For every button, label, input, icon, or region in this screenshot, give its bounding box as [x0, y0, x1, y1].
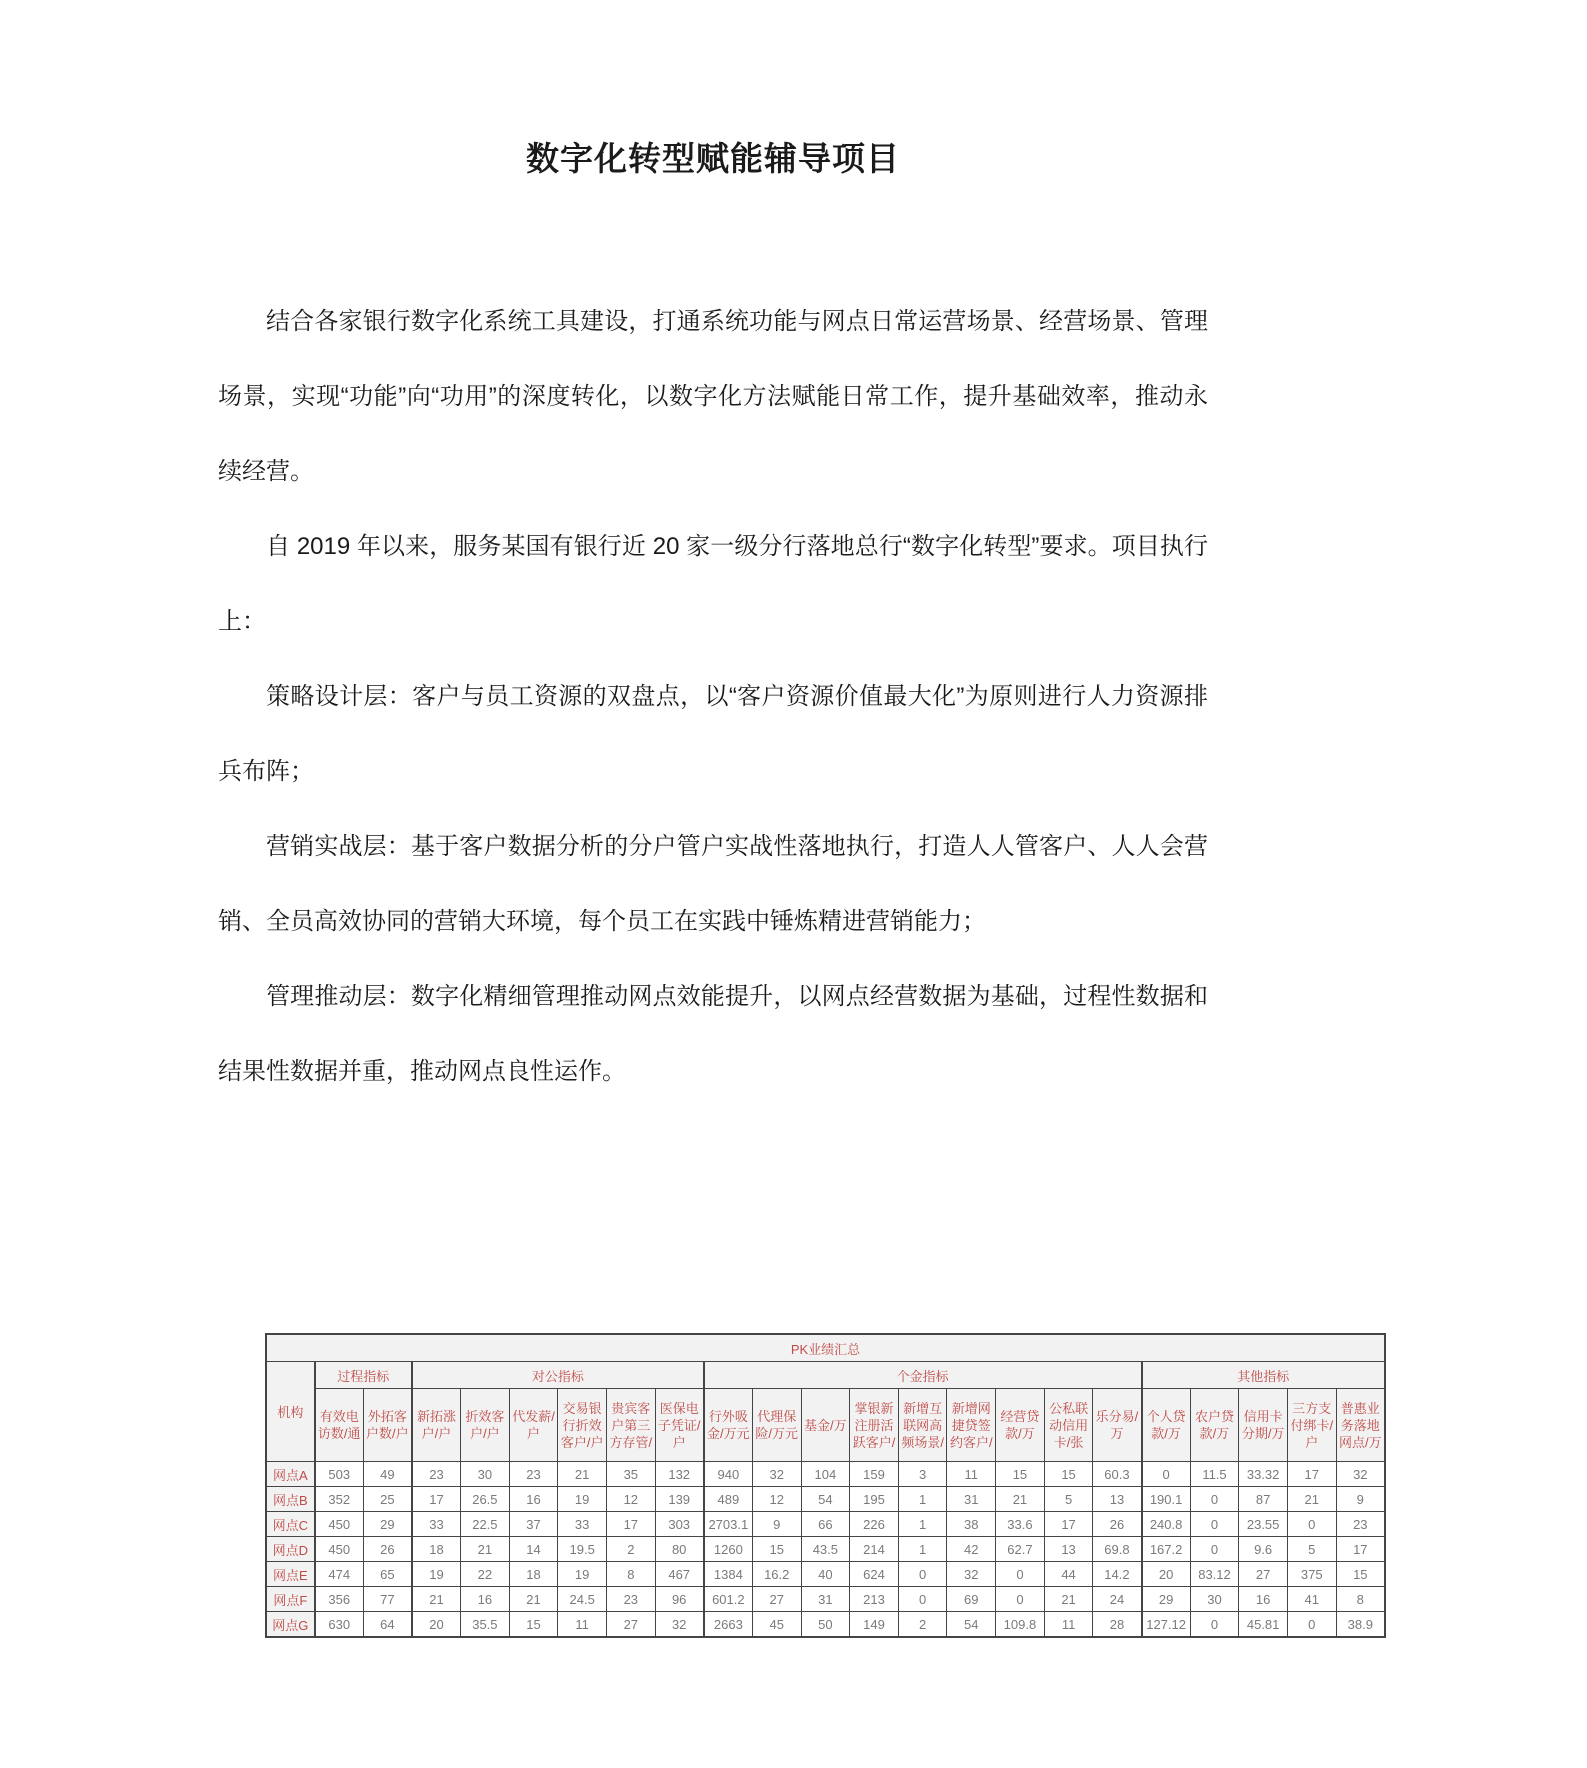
- column-header: 新拓涨户/户: [412, 1389, 461, 1462]
- table-cell: 109.8: [996, 1612, 1045, 1638]
- table-cell: 17: [412, 1487, 461, 1512]
- table-cell: 18: [509, 1562, 558, 1587]
- column-header: 普惠业务落地网点/万: [1336, 1389, 1385, 1462]
- table-cell: 2: [898, 1612, 947, 1638]
- table-cell: 27: [606, 1612, 655, 1638]
- table-cell: 32: [1336, 1462, 1385, 1487]
- table-cell: 32: [947, 1562, 996, 1587]
- table-cell: 60.3: [1093, 1462, 1142, 1487]
- table-cell: 26.5: [461, 1487, 510, 1512]
- table-cell: 240.8: [1142, 1512, 1191, 1537]
- table-cell: 9: [1336, 1487, 1385, 1512]
- column-header: 乐分易/万: [1093, 1389, 1142, 1462]
- table-cell: 127.12: [1142, 1612, 1191, 1638]
- column-header: 掌银新注册活跃客户/: [850, 1389, 899, 1462]
- table-cell: 62.7: [996, 1537, 1045, 1562]
- table-cell: 54: [947, 1612, 996, 1638]
- table-cell: 23: [1336, 1512, 1385, 1537]
- table-cell: 31: [947, 1487, 996, 1512]
- table-cell: 80: [655, 1537, 704, 1562]
- table-row: [266, 1537, 1385, 1562]
- column-header: 信用卡分期/万: [1239, 1389, 1288, 1462]
- table-cell: 32: [655, 1612, 704, 1638]
- table-cell: 17: [1044, 1512, 1093, 1537]
- table-cell: 50: [801, 1612, 850, 1638]
- table-cell: 17: [1336, 1537, 1385, 1562]
- table-cell: 0: [1287, 1512, 1336, 1537]
- table-cell: 33.6: [996, 1512, 1045, 1537]
- paragraph-overview: 结合各家银行数字化系统工具建设，打通系统功能与网点日常运营场景、经营场景、管理场景，实现“功能”向“功用”的深度转化，以数字化方法赋能日常工作，提升基础效率，推动永续经营。: [218, 308, 1208, 485]
- table-cell: 139: [655, 1487, 704, 1512]
- table-cell: 37: [509, 1512, 558, 1537]
- row-label: 网点A: [266, 1462, 315, 1487]
- table-row: [266, 1587, 1385, 1612]
- column-header: 外拓客户数/户: [363, 1389, 412, 1462]
- table-row: [266, 1512, 1385, 1537]
- org-column-header: 机构: [266, 1362, 315, 1462]
- column-header: 经营贷款/万: [996, 1389, 1045, 1462]
- table-cell: 195: [850, 1487, 899, 1512]
- column-header: 代发薪/户: [509, 1389, 558, 1462]
- column-group-header: 对公指标: [412, 1362, 704, 1389]
- table-cell: 21: [996, 1487, 1045, 1512]
- table-cell: 27: [752, 1587, 801, 1612]
- column-header: 公私联动信用卡/张: [1044, 1389, 1093, 1462]
- table-cell: 190.1: [1142, 1487, 1191, 1512]
- table-cell: 0: [1190, 1512, 1239, 1537]
- row-label: 网点F: [266, 1587, 315, 1612]
- table-cell: 30: [1190, 1587, 1239, 1612]
- table-cell: 1: [898, 1537, 947, 1562]
- table-cell: 15: [996, 1462, 1045, 1487]
- table-cell: 503: [315, 1462, 364, 1487]
- table-cell: 11: [1044, 1612, 1093, 1638]
- table-cell: 104: [801, 1462, 850, 1487]
- table-cell: 489: [704, 1487, 753, 1512]
- table-cell: 20: [1142, 1562, 1191, 1587]
- table-cell: 15: [752, 1537, 801, 1562]
- column-header: 折效客户/户: [461, 1389, 510, 1462]
- column-header: 农户贷款/万: [1190, 1389, 1239, 1462]
- table-cell: 11.5: [1190, 1462, 1239, 1487]
- column-header: 新增网捷贷签约客户/: [947, 1389, 996, 1462]
- table-cell: 22.5: [461, 1512, 510, 1537]
- table-cell: 474: [315, 1562, 364, 1587]
- table-cell: 14: [509, 1537, 558, 1562]
- table-cell: 65: [363, 1562, 412, 1587]
- table-cell: 0: [996, 1562, 1045, 1587]
- table-cell: 66: [801, 1512, 850, 1537]
- table-cell: 32: [752, 1462, 801, 1487]
- table-cell: 0: [996, 1587, 1045, 1612]
- table-cell: 35: [606, 1462, 655, 1487]
- table-cell: 43.5: [801, 1537, 850, 1562]
- table-cell: 45.81: [1239, 1612, 1288, 1638]
- table-cell: 624: [850, 1562, 899, 1587]
- table-title-row: [266, 1334, 1385, 1362]
- table-cell: 3: [898, 1462, 947, 1487]
- table-cell: 54: [801, 1487, 850, 1512]
- table-cell: 11: [558, 1612, 607, 1638]
- table-cell: 33: [412, 1512, 461, 1537]
- column-header: 代理保险/万元: [752, 1389, 801, 1462]
- table-cell: 26: [1093, 1512, 1142, 1537]
- table-cell: 23: [412, 1462, 461, 1487]
- table-cell: 467: [655, 1562, 704, 1587]
- table-cell: 20: [412, 1612, 461, 1638]
- pk-table-container: [265, 1333, 1386, 1638]
- table-cell: 375: [1287, 1562, 1336, 1587]
- table-cell: 19: [558, 1487, 607, 1512]
- table-row: [266, 1612, 1385, 1638]
- table-cell: 13: [1093, 1487, 1142, 1512]
- table-cell: 167.2: [1142, 1537, 1191, 1562]
- table-cell: 87: [1239, 1487, 1288, 1512]
- table-cell: 31: [801, 1587, 850, 1612]
- paragraph-marketing-layer: 营销实战层：基于客户数据分析的分户管户实战性落地执行，打造人人管客户、人人会营销、全员高效协同的营销大环境，每个员工在实践中锤炼精进营销能力；: [218, 833, 1208, 935]
- table-cell: 2663: [704, 1612, 753, 1638]
- table-cell: 149: [850, 1612, 899, 1638]
- table-cell: 1384: [704, 1562, 753, 1587]
- table-cell: 132: [655, 1462, 704, 1487]
- table-cell: 159: [850, 1462, 899, 1487]
- table-cell: 21: [509, 1587, 558, 1612]
- column-header: 有效电访数/通: [315, 1389, 364, 1462]
- column-header: 医保电子凭证/户: [655, 1389, 704, 1462]
- group-header-row: [266, 1362, 1385, 1389]
- table-cell: 12: [752, 1487, 801, 1512]
- paragraph-management-layer: 管理推动层：数字化精细管理推动网点效能提升，以网点经营数据为基础，过程性数据和结果性数据并重，推动网点良性运作。: [218, 983, 1208, 1085]
- table-row: [266, 1487, 1385, 1512]
- table-cell: 83.12: [1190, 1562, 1239, 1587]
- table-cell: 21: [558, 1462, 607, 1487]
- column-header-row: [266, 1389, 1385, 1462]
- table-cell: 352: [315, 1487, 364, 1512]
- table-cell: 21: [412, 1587, 461, 1612]
- column-header: 行外吸金/万元: [704, 1389, 753, 1462]
- table-cell: 1260: [704, 1537, 753, 1562]
- table-cell: 77: [363, 1587, 412, 1612]
- table-cell: 21: [461, 1537, 510, 1562]
- table-row: [266, 1462, 1385, 1487]
- table-cell: 15: [1044, 1462, 1093, 1487]
- table-cell: 25: [363, 1487, 412, 1512]
- row-label: 网点E: [266, 1562, 315, 1587]
- table-cell: 38.9: [1336, 1612, 1385, 1638]
- row-label: 网点D: [266, 1537, 315, 1562]
- table-cell: 21: [1044, 1587, 1093, 1612]
- table-cell: 45: [752, 1612, 801, 1638]
- table-cell: 226: [850, 1512, 899, 1537]
- paragraph-strategy-layer: 策略设计层：客户与员工资源的双盘点，以“客户资源价值最大化”为原则进行人力资源排兵布阵；: [218, 683, 1208, 785]
- table-cell: 23: [606, 1587, 655, 1612]
- row-label: 网点G: [266, 1612, 315, 1638]
- table-cell: 69.8: [1093, 1537, 1142, 1562]
- table-cell: 27: [1239, 1562, 1288, 1587]
- column-group-header: 过程指标: [315, 1362, 412, 1389]
- table-cell: 0: [1287, 1612, 1336, 1638]
- table-cell: 64: [363, 1612, 412, 1638]
- table-cell: 17: [606, 1512, 655, 1537]
- table-cell: 630: [315, 1612, 364, 1638]
- table-cell: 42: [947, 1537, 996, 1562]
- table-cell: 21: [1287, 1487, 1336, 1512]
- table-cell: 30: [461, 1462, 510, 1487]
- table-cell: 601.2: [704, 1587, 753, 1612]
- table-cell: 450: [315, 1512, 364, 1537]
- row-label: 网点C: [266, 1512, 315, 1537]
- column-header: 交易银行折效客户/户: [558, 1389, 607, 1462]
- table-cell: 2703.1: [704, 1512, 753, 1537]
- table-cell: 303: [655, 1512, 704, 1537]
- table-cell: 29: [363, 1512, 412, 1537]
- table-cell: 38: [947, 1512, 996, 1537]
- table-cell: 15: [1336, 1562, 1385, 1587]
- table-cell: 69: [947, 1587, 996, 1612]
- table-cell: 16: [509, 1487, 558, 1512]
- table-cell: 9.6: [1239, 1537, 1288, 1562]
- table-cell: 16: [1239, 1587, 1288, 1612]
- table-cell: 5: [1044, 1487, 1093, 1512]
- table-cell: 214: [850, 1537, 899, 1562]
- column-group-header: 其他指标: [1142, 1362, 1385, 1389]
- table-cell: 19: [558, 1562, 607, 1587]
- table-cell: 28: [1093, 1612, 1142, 1638]
- table-cell: 18: [412, 1537, 461, 1562]
- table-cell: 0: [1190, 1537, 1239, 1562]
- table-cell: 96: [655, 1587, 704, 1612]
- table-cell: 33.32: [1239, 1462, 1288, 1487]
- table-cell: 356: [315, 1587, 364, 1612]
- table-cell: 22: [461, 1562, 510, 1587]
- table-cell: 8: [606, 1562, 655, 1587]
- table-cell: 9: [752, 1512, 801, 1537]
- row-label: 网点B: [266, 1487, 315, 1512]
- table-cell: 49: [363, 1462, 412, 1487]
- table-cell: 29: [1142, 1587, 1191, 1612]
- table-cell: 5: [1287, 1537, 1336, 1562]
- table-cell: 940: [704, 1462, 753, 1487]
- table-title: PK业绩汇总: [266, 1334, 1385, 1362]
- table-cell: 19: [412, 1562, 461, 1587]
- table-cell: 213: [850, 1587, 899, 1612]
- table-cell: 24: [1093, 1587, 1142, 1612]
- pk-performance-table: [265, 1333, 1386, 1638]
- table-cell: 16: [461, 1587, 510, 1612]
- table-cell: 17: [1287, 1462, 1336, 1487]
- table-cell: 26: [363, 1537, 412, 1562]
- table-cell: 13: [1044, 1537, 1093, 1562]
- table-cell: 12: [606, 1487, 655, 1512]
- table-cell: 0: [898, 1562, 947, 1587]
- table-cell: 16.2: [752, 1562, 801, 1587]
- table-cell: 0: [1190, 1612, 1239, 1638]
- table-cell: 450: [315, 1537, 364, 1562]
- table-cell: 1: [898, 1487, 947, 1512]
- table-cell: 44: [1044, 1562, 1093, 1587]
- table-cell: 41: [1287, 1587, 1336, 1612]
- table-cell: 0: [1190, 1487, 1239, 1512]
- column-header: 个人贷款/万: [1142, 1389, 1191, 1462]
- table-cell: 0: [898, 1587, 947, 1612]
- table-cell: 0: [1142, 1462, 1191, 1487]
- table-cell: 40: [801, 1562, 850, 1587]
- table-cell: 33: [558, 1512, 607, 1537]
- table-cell: 24.5: [558, 1587, 607, 1612]
- table-cell: 15: [509, 1612, 558, 1638]
- table-cell: 35.5: [461, 1612, 510, 1638]
- table-cell: 23: [509, 1462, 558, 1487]
- table-cell: 1: [898, 1512, 947, 1537]
- table-cell: 19.5: [558, 1537, 607, 1562]
- paragraph-since-2019: 自 2019 年以来，服务某国有银行近 20 家一级分行落地总行“数字化转型”要求。项目执行上：: [218, 533, 1208, 635]
- column-header: 基金/万: [801, 1389, 850, 1462]
- table-cell: 2: [606, 1537, 655, 1562]
- column-group-header: 个金指标: [704, 1362, 1142, 1389]
- table-row: [266, 1562, 1385, 1587]
- table-cell: 8: [1336, 1587, 1385, 1612]
- table-cell: 23.55: [1239, 1512, 1288, 1537]
- table-cell: 11: [947, 1462, 996, 1487]
- table-cell: 14.2: [1093, 1562, 1142, 1587]
- page-title: 数字化转型赋能辅导项目: [526, 140, 900, 177]
- column-header: 贵宾客户第三方存管/: [606, 1389, 655, 1462]
- document-body: [218, 284, 1208, 1109]
- column-header: 三方支付绑卡/户: [1287, 1389, 1336, 1462]
- column-header: 新增互联网高频场景/: [898, 1389, 947, 1462]
